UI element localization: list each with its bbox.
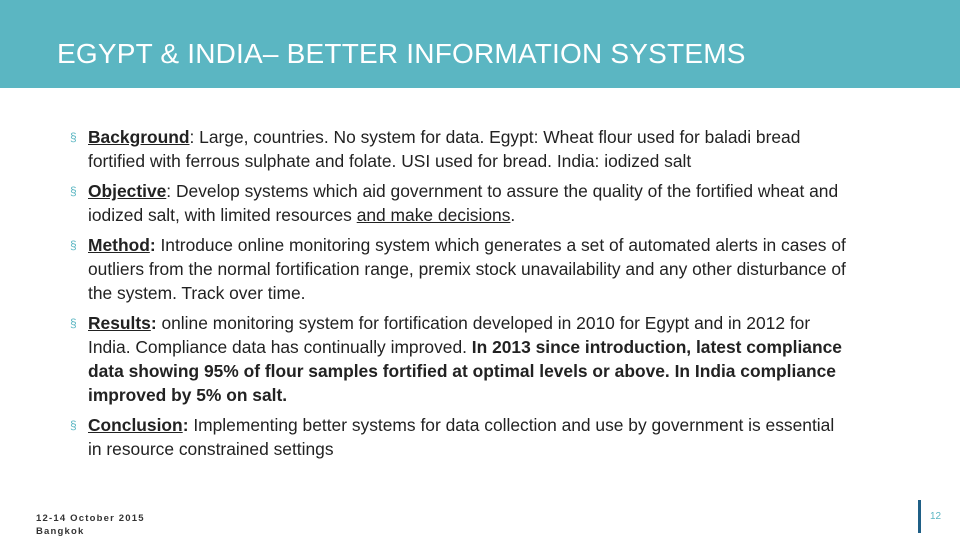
- bullet-marker-icon: §: [70, 130, 77, 144]
- bullet-label: Background: [88, 127, 190, 147]
- bullet-text: Introduce online monitoring system which generates a set of automated alerts in cases of outliers from the normal fortification range, premix stock unavailability and any other disturbance of the system. Track over time.: [88, 235, 846, 303]
- slide-title: EGYPT & INDIA– BETTER INFORMATION SYSTEMS: [57, 38, 746, 69]
- bullet-text-end: .: [510, 205, 516, 225]
- page-number: 12: [930, 511, 942, 522]
- bullet-results: [70, 311, 850, 407]
- bullet-text: Develop systems which aid government to assure the quality of the fortified wheat and iodized salt, with limited resources: [88, 181, 839, 225]
- footer-date: [36, 512, 145, 538]
- bullet-list: [70, 125, 850, 467]
- bullet-text: Implementing better systems for data collection and use by government is essential in resource constrained settings: [88, 415, 835, 459]
- title-banner: [0, 0, 960, 88]
- bullet-label: Results: [88, 313, 151, 333]
- bullet-objective: [70, 179, 850, 227]
- bullet-conclusion: [70, 413, 850, 461]
- bullet-background: [70, 125, 850, 173]
- bullet-label: Method: [88, 235, 150, 255]
- bullet-label-separator: :: [149, 235, 156, 255]
- bullet-method: [70, 233, 850, 305]
- page-number-divider: [918, 500, 921, 533]
- bullet-label-separator: :: [150, 313, 157, 333]
- bullet-text: Large, countries. No system for data. Egypt: Wheat flour used for baladi bread fortified with ferrous sulphate and folate. USI used for bread. India: iodized salt: [88, 127, 801, 171]
- bullet-marker-icon: §: [70, 316, 77, 330]
- bullet-bold-text: In 2013 since introduction, latest compliance data showing 95% of flour samples fortified at optimal levels or above. In India compliance improved by 5% on salt.: [88, 337, 842, 405]
- bullet-marker-icon: §: [70, 418, 77, 432]
- footer-date-line: 12-14 October 2015: [36, 513, 145, 524]
- bullet-label-separator: :: [189, 127, 195, 147]
- bullet-text: online monitoring system for fortification developed in 2010 for Egypt and in 2012 for India. Compliance data has continually improved.: [88, 313, 811, 357]
- bullet-marker-icon: §: [70, 238, 77, 252]
- bullet-label: Objective: [88, 181, 167, 201]
- bullet-label: Conclusion: [88, 415, 183, 435]
- footer-location-line: Bangkok: [36, 526, 85, 537]
- bullet-underlined-text: and make decisions: [356, 205, 511, 225]
- bullet-marker-icon: §: [70, 184, 77, 198]
- bullet-label-separator: :: [182, 415, 189, 435]
- bullet-label-separator: :: [166, 181, 172, 201]
